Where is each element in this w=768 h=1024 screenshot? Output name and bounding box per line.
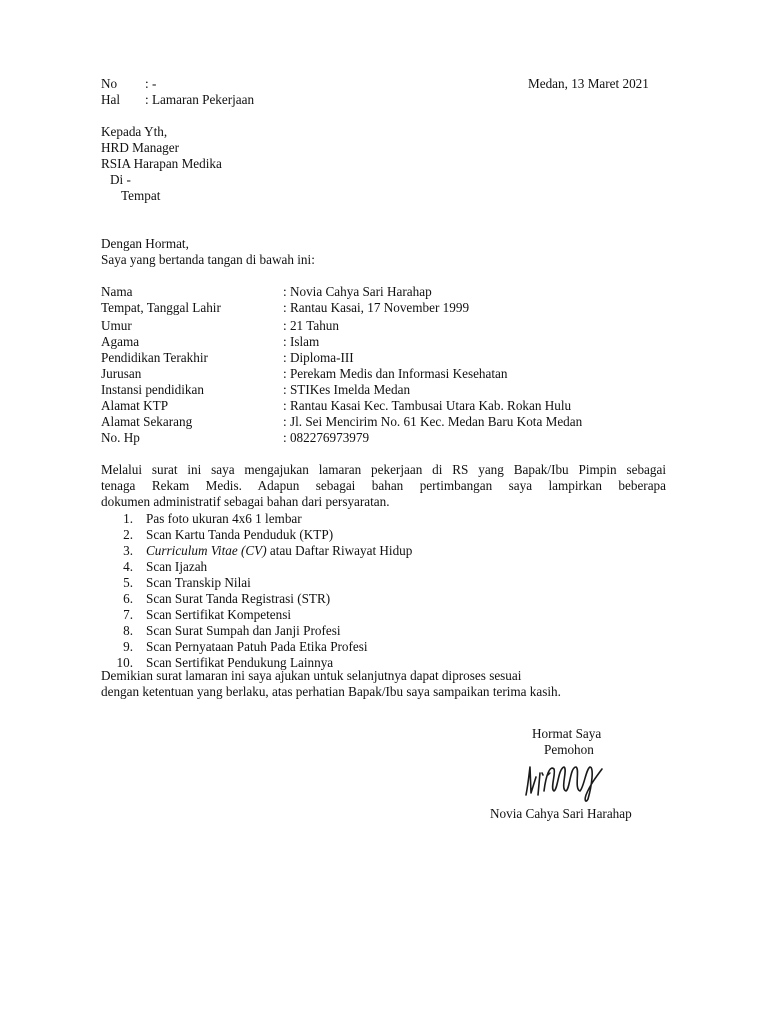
list-item bbox=[146, 543, 412, 559]
list-item: Scan Sertifikat Kompetensi bbox=[146, 607, 292, 622]
identity-label: Nama bbox=[101, 284, 133, 299]
identity-label: No. Hp bbox=[101, 430, 140, 445]
list-number: 10. bbox=[116, 655, 133, 670]
identity-value: : STIKes Imelda Medan bbox=[283, 382, 411, 397]
identity-value: : Rantau Kasai, 17 November 1999 bbox=[283, 300, 470, 315]
identity-label: Umur bbox=[101, 318, 132, 333]
letter-number-label: No bbox=[101, 76, 118, 91]
letter-number-value: : - bbox=[145, 76, 157, 91]
recipient-line: Tempat bbox=[121, 188, 161, 203]
identity-value: : Perekam Medis dan Informasi Kesehatan bbox=[283, 366, 508, 381]
recipient-line: Di - bbox=[110, 172, 131, 187]
closing-line: dengan ketentuan yang berlaku, atas perhatian Bapak/Ibu saya sampaikan terima kasih. bbox=[101, 684, 561, 699]
identity-value: : Rantau Kasai Kec. Tambusai Utara Kab. Rokan Hulu bbox=[283, 398, 572, 413]
identity-value: : 21 Tahun bbox=[283, 318, 339, 333]
identity-value: : 082276973979 bbox=[283, 430, 370, 445]
recipient-line: Kepada Yth, bbox=[101, 124, 168, 139]
subject-value: : Lamaran Pekerjaan bbox=[145, 92, 255, 107]
list-item: Scan Ijazah bbox=[146, 559, 208, 574]
list-number: 7. bbox=[123, 607, 133, 622]
body-paragraph bbox=[101, 462, 666, 511]
identity-value: : Novia Cahya Sari Harahap bbox=[283, 284, 432, 299]
list-item: Scan Transkip Nilai bbox=[146, 575, 251, 590]
list-number: 1. bbox=[123, 511, 133, 526]
list-item: Scan Sertifikat Pendukung Lainnya bbox=[146, 655, 334, 670]
letter-date: Medan, 13 Maret 2021 bbox=[528, 76, 649, 91]
list-item: Scan Surat Tanda Registrasi (STR) bbox=[146, 591, 331, 606]
greeting: Dengan Hormat, bbox=[101, 236, 189, 251]
applicant-name: Novia Cahya Sari Harahap bbox=[490, 806, 632, 821]
list-item-rest: atau Daftar Riwayat Hidup bbox=[266, 543, 413, 558]
closing-line: Demikian surat lamaran ini saya ajukan untuk selanjutnya dapat diproses sesuai bbox=[101, 668, 522, 683]
identity-label: Tempat, Tanggal Lahir bbox=[101, 300, 221, 315]
list-item: Pas foto ukuran 4x6 1 lembar bbox=[146, 511, 302, 526]
list-number: 9. bbox=[123, 639, 133, 654]
handwritten-signature bbox=[520, 755, 612, 805]
recipient-line: HRD Manager bbox=[101, 140, 180, 155]
identity-label: Agama bbox=[101, 334, 140, 349]
identity-label: Alamat KTP bbox=[101, 398, 169, 413]
intro-text: Saya yang bertanda tangan di bawah ini: bbox=[101, 252, 315, 267]
list-item: Scan Surat Sumpah dan Janji Profesi bbox=[146, 623, 341, 638]
identity-label: Instansi pendidikan bbox=[101, 382, 204, 397]
applicant-role: Pemohon bbox=[544, 742, 594, 757]
body-line: Melalui surat ini saya mengajukan lamaran pekerjaan di RS yang Bapak/Ibu Pimpin sebagai bbox=[101, 462, 666, 477]
list-item: Scan Pernyataan Patuh Pada Etika Profesi bbox=[146, 639, 368, 654]
identity-value: : Jl. Sei Mencirim No. 61 Kec. Medan Baru Kota Medan bbox=[283, 414, 583, 429]
list-number: 4. bbox=[123, 559, 133, 574]
list-item: Scan Kartu Tanda Penduduk (KTP) bbox=[146, 527, 334, 542]
list-number: 2. bbox=[123, 527, 133, 542]
body-line: dokumen administratif sebagai bahan dari persyaratan. bbox=[101, 494, 390, 510]
regards-text: Hormat Saya bbox=[532, 726, 602, 741]
identity-value: : Diploma-III bbox=[283, 350, 354, 365]
identity-label: Jurusan bbox=[101, 366, 142, 381]
list-number: 8. bbox=[123, 623, 133, 638]
identity-label: Alamat Sekarang bbox=[101, 414, 193, 429]
identity-value: : Islam bbox=[283, 334, 320, 349]
list-number: 3. bbox=[123, 543, 133, 558]
subject-label: Hal bbox=[101, 92, 121, 107]
list-item-italic: Curriculum Vitae (CV) bbox=[146, 543, 267, 558]
body-line: tenaga Rekam Medis. Adapun sebagai bahan pertimbangan saya lampirkan beberapa bbox=[101, 478, 666, 494]
list-number: 6. bbox=[123, 591, 133, 606]
identity-label: Pendidikan Terakhir bbox=[101, 350, 208, 365]
recipient-line: RSIA Harapan Medika bbox=[101, 156, 222, 171]
list-number: 5. bbox=[123, 575, 133, 590]
